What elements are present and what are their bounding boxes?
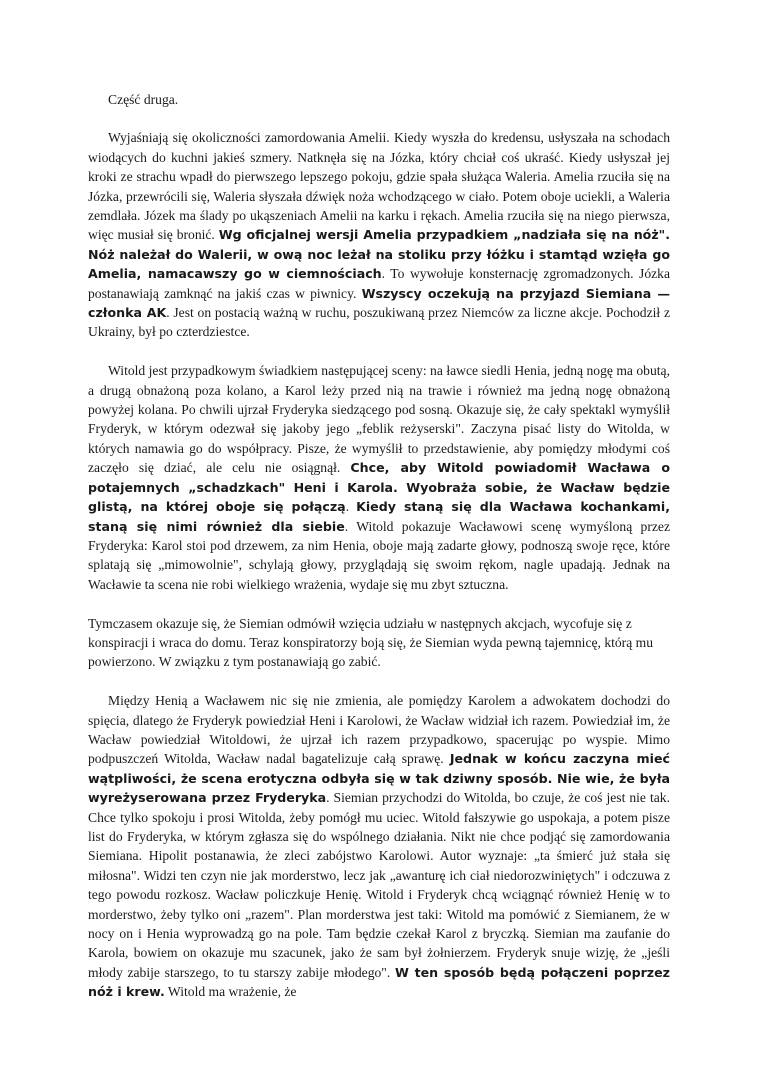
bold-text-run: Wszyscy oczekują na przyjazd Siemiana — członka AK <box>88 285 671 321</box>
text-run: . To wywołuje konsternację zgromadzonych. Józka postanawiają zamknąć na jakiś czas w piwnicy. <box>88 266 671 301</box>
bold-text-run: Kiedy staną się dla Wacława kochankami, staną się nimi również dla siebie <box>88 499 670 534</box>
bold-text-run: Wg oficjalnej wersji Amelia przypadkiem „nadziała się na nóż". Nóż należał do Walerii, w ową noc leżał na stoliku przy łóżku i stamtąd wzięła go Amelia, namacawszy go w ciemnościach <box>88 227 671 282</box>
paragraph <box>88 361 670 594</box>
paragraph <box>88 691 670 1002</box>
text-run: . Witold pokazuje Wacławowi scenę wymyśloną przez Fryderyka: Karol stoi pod drzewem, za nim Henia, oboje mają zadarte głowy, podnoszą swoje ręce, które splatają się „mimowolnie", schylają głowy, przyglądają się swoim rękom, nagle upadają. Jednak na Wacławie ta scena nie robi wielkiego wrażenia, wydaje się mu zbyt sztuczna. <box>88 518 670 592</box>
bold-text-run: Jednak w końcu zaczyna mieć wątpliwości, że scena erotyczna odbyła się w tak dziwny sposób. Nie wie, że była wyreżyserowana przez Fryderyka <box>88 751 670 806</box>
text-run: Witold jest przypadkowym świadkiem następującej sceny: na ławce siedli Henia, jedną nogę ma obutą, a drugą obnażoną poza kolano, a Karol leży przed nią na trawie i również ma jedną nogę obnażoną powyżej kolana. Po chwili ujrzał Fryderyka siedzącego pod sosną. Okazuje się, że cały spektakl wymyślił Fryderyk, w którym odezwał się jakoby jego „feblik reżyserski". Zaczyna pisać listy do Witolda, w których namawia go do współpracy. Pisze, że wymyślił to przedstawienie, aby pomiędzy młodymi coś zaczęło się dziać, ale celu nie osiągnął. <box>88 363 670 476</box>
text-run: Tymczasem okazuje się, że Siemian odmówił wzięcia udziału w następnych akcjach, wycofuje się z konspiracji i wraca do domu. Teraz konspiratorzy boją się, że Siemian wyda pewną tajemnicę, którą mu powierzono. W związku z tym postanawiają go zabić. <box>88 615 654 670</box>
bold-text-run: Chce, aby Witold powiadomił Wacława o potajemnych „schadzkach" Heni i Karola. Wyobraża sobie, że Wacław będzie glistą, na której oboje się połączą <box>88 460 670 515</box>
document-page <box>88 90 670 1002</box>
text-run: Witold ma wrażenie, że <box>164 984 297 1000</box>
text-run: Wyjaśniają się okoliczności zamordowania Amelii. Kiedy wyszła do kredensu, usłyszała na schodach wiodących do kuchni jakieś szmery. Natknęła się na Józka, który chciał coś ukraść. Kiedy usłyszał jej kroki ze strachu wpadł do pierwszego lepszego pokoju, gdzie spała służąca Waleria. Amelia rzuciła się na Józka, przewrócili się, Waleria słyszała dźwięk noża wchodzącego w ciało. Potem oboje uciekli, a Waleria zemdlała. Józek ma ślady po ukąszeniach Amelii na karku i rękach. Amelia rzuciła się na niego pierwsza, więc musiał się bronić. <box>88 130 670 243</box>
text-run: . Jest on postacią ważną w ruchu, poszukiwaną przez Niemców za liczne akcje. Pochodził z Ukrainy, był po czterdziestce. <box>88 305 670 340</box>
text-run: . Siemian przychodzi do Witolda, bo czuje, że coś jest nie tak. Chce tylko spokoju i prosi Witolda, żeby pomógł mu uciec. Witold fałszywie go uspokaja, a potem pisze list do Fryderyka, w którym zgłasza się do wspólnego działania. Nikt nie chce podjąć się zamordowania Siemiana. Hipolit postanawia, że zleci zabójstwo Karolowi. Autor wyznaje: „ta śmierć już stała się miłosna". Widzi ten czyn nie jak morderstwo, lecz jak „awanturę ich ciał niedorozwiniętych" i odczuwa z tego powodu rozkosz. Wacław policzkuje Henię. Witold i Fryderyk chcą wciągnąć również Henię w to morderstwo, żeby tylko oni „razem". Plan morderstwa jest taki: Witold ma pomówić z Siemianem, że w nocy on i Henia wyprowadzą go na pole. Tam będzie czekał Karol z bryczką. Siemian ma zaufanie do Karola, bowiem on okazuje mu szacunek, jako że sam był żołnierzem. Fryderyk snuje wizję, że „jeśli młody zabije starszego, to tu starszy zabije młodego". <box>88 790 670 980</box>
text-run: . <box>345 499 357 515</box>
document-body <box>88 128 670 1001</box>
paragraph <box>88 128 670 341</box>
text-run: Między Henią a Wacławem nic się nie zmienia, ale pomiędzy Karolem a adwokatem dochodzi do spięcia, dlatego że Fryderyk powiedział Heni i Karolowi, że Wacław widział ich razem. Powiedział im, że Wacław powiedział Witoldowi, że ujrzał ich razem przypadkowo, spacerując po wyspie. Mimo podpuszczeń Witolda, Wacław nadal bagatelizuje całą sprawę. <box>88 693 670 767</box>
section-heading: Część druga. <box>108 92 179 107</box>
bold-text-run: W ten sposób będą połączeni poprzez nóż i krew. <box>88 964 670 1000</box>
paragraph <box>88 614 670 672</box>
